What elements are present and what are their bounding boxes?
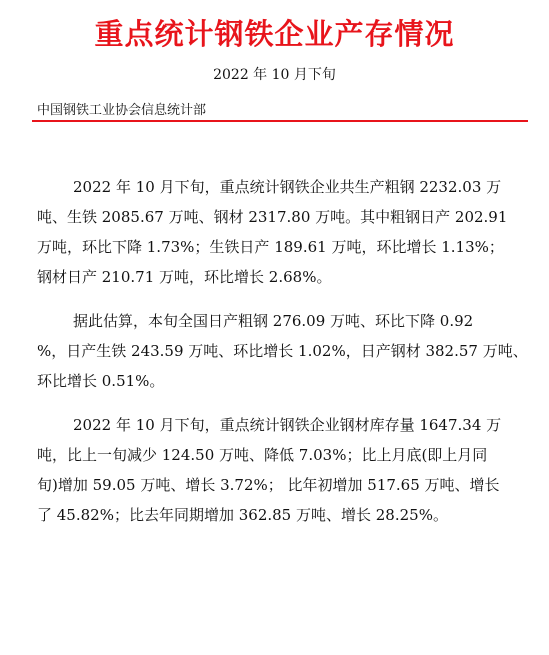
- issuing-organization: 中国钢铁工业协会信息统计部: [37, 103, 207, 118]
- paragraph-1-line-2: 吨、生铁 2085.67 万吨、钢材 2317.80 万吨。其中粗钢日产 202.91: [37, 208, 508, 226]
- report-date: 2022 年 10 月下旬: [213, 67, 336, 83]
- paragraph-1-line-4: 钢材日产 210.71 万吨，环比增长 2.68%。: [37, 268, 332, 286]
- document-body: [37, 172, 537, 530]
- paragraph-3-line-1: 2022 年 10 月下旬，重点统计钢铁企业钢材库存量 1647.34 万: [73, 416, 502, 434]
- paragraph-3-line-4: 了 45.82%；比去年同期增加 362.85 万吨、增长 28.25%。: [37, 506, 448, 524]
- paragraph-2-line-2: %，日产生铁 243.59 万吨、环比增长 1.02%，日产钢材 382.57 万吨、: [37, 342, 528, 360]
- paragraph-2-line-3: 环比增长 0.51%。: [37, 372, 165, 390]
- paragraph-1-line-1: 2022 年 10 月下旬，重点统计钢铁企业共生产粗钢 2232.03 万: [73, 178, 502, 196]
- paragraph-3-line-3: 旬)增加 59.05 万吨、增长 3.72%； 比年初增加 517.65 万吨、增长: [37, 476, 500, 494]
- paragraph-spacer: [37, 292, 537, 306]
- paragraph-spacer: [37, 396, 537, 410]
- paragraph-1-line-3: 万吨，环比下降 1.73%；生铁日产 189.61 万吨，环比增长 1.13%；: [37, 238, 504, 256]
- document-title: 重点统计钢铁企业产存情况: [94, 17, 455, 51]
- paragraph-3-line-2: 吨，比上一旬减少 124.50 万吨、降低 7.03%；比上月底(即上月同: [37, 446, 488, 464]
- header-divider: [32, 120, 528, 122]
- paragraph-2-line-1: 据此估算，本旬全国日产粗钢 276.09 万吨、环比下降 0.92: [73, 312, 474, 330]
